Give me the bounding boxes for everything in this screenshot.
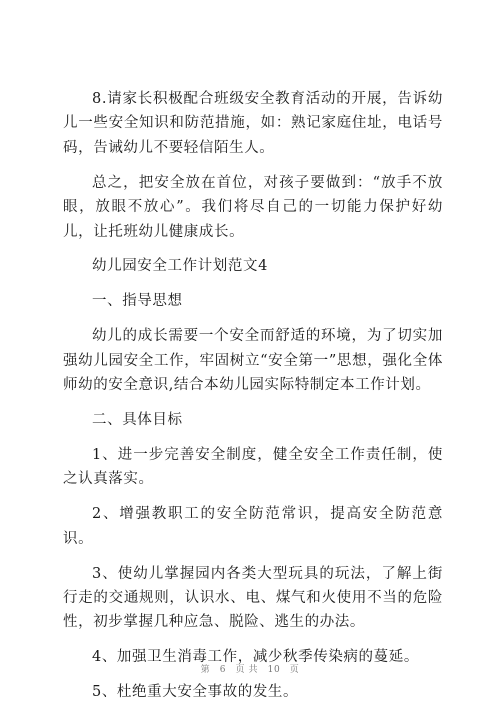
footer-middle: 页 共 [235, 665, 259, 675]
footer-suffix: 页 [289, 665, 300, 675]
heading-guiding-ideology: 一、指导思想 [92, 293, 183, 310]
paragraph-guiding-ideology: 幼儿的成长需要一个安全而舒适的环境，为了切实加强幼儿园安全工作，牢固树立“安全第一”思想，强化全体师幼的安全意识,结合本幼儿园实际特制定本工作计划。 [63, 328, 443, 394]
paragraph-conclusion: 总之，把安全放在首位，对孩子要做到：“放手不放眼，放眼不放心”。我们将尽自己的一切能力保护好幼儿，让托班幼儿健康成长。 [63, 174, 443, 240]
goal-item-4: 4、加强卫生消毒工作，减少秋季传染病的蔓延。 [92, 649, 419, 666]
goal-item-2: 2、增强教职工的安全防范常识，提高安全防范意识。 [63, 506, 443, 547]
footer-prefix: 第 [200, 665, 211, 675]
footer-current-page: 6 [219, 665, 227, 675]
goal-item-3: 3、使幼儿掌握园内各类大型玩具的玩法，了解上街行走的交通规则，认识水、电、煤气和火使用不当的危险性，初步掌握几种应急、脱险、逃生的办法。 [63, 565, 443, 631]
heading-specific-goals: 二、具体目标 [92, 411, 183, 428]
paragraph-parent-cooperation: 8.请家长积极配合班级安全教育活动的开展，告诉幼儿一些安全知识和防范措施，如：熟记家庭住址，电话号码，告诫幼儿不要轻信陌生人。 [63, 91, 443, 156]
goal-item-5: 5、杜绝重大安全事故的发生。 [92, 684, 299, 701]
section-title: 幼儿园安全工作计划范文4 [92, 258, 268, 275]
page-footer [0, 662, 500, 675]
goal-item-1: 1、进一步完善安全制度，健全安全工作责任制，使之认真落实。 [63, 446, 443, 488]
footer-total-pages: 10 [267, 665, 281, 675]
document-body [63, 87, 443, 715]
